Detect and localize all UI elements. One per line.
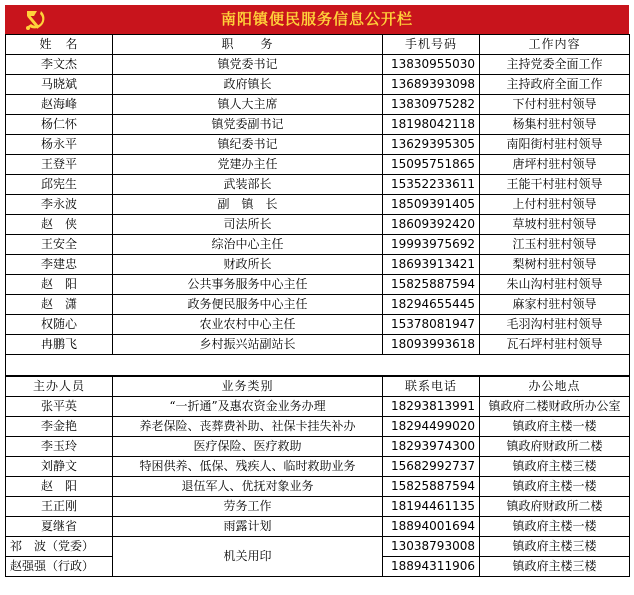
role-cell: 镇党委副书记	[113, 115, 383, 135]
table-row	[6, 457, 630, 477]
table-row	[6, 295, 630, 315]
table-row	[6, 215, 630, 235]
service-cell: 医疗保险、医疗救助	[113, 437, 383, 457]
phone-cell: 18293974300	[383, 437, 480, 457]
name-cell: 权随心	[6, 315, 113, 335]
spacer-row	[6, 355, 630, 376]
staff-cell: 张平英	[6, 397, 113, 417]
name-cell: 赵 潇	[6, 295, 113, 315]
service-cell: 养老保险、丧葬费补助、社保卡挂失补办	[113, 417, 383, 437]
table-row	[6, 315, 630, 335]
role-cell: 公共事务服务中心主任	[113, 275, 383, 295]
name-cell: 赵海峰	[6, 95, 113, 115]
name-cell: 李建忠	[6, 255, 113, 275]
phone-cell: 13689393098	[383, 75, 480, 95]
duty-cell: 江玉村驻村领导	[480, 235, 630, 255]
duty-cell: 唐坪村驻村领导	[480, 155, 630, 175]
role-cell: 镇纪委书记	[113, 135, 383, 155]
table-row	[6, 255, 630, 275]
name-cell: 杨永平	[6, 135, 113, 155]
officials-header-row	[6, 35, 630, 55]
phone-cell: 18509391405	[383, 195, 480, 215]
phone-cell: 15095751865	[383, 155, 480, 175]
office-cell: 镇政府主楼三楼	[480, 537, 630, 557]
service-cell: 机关用印	[113, 537, 383, 577]
services-table	[5, 376, 630, 577]
phone-cell: 18194461135	[383, 497, 480, 517]
phone-cell: 15825887594	[383, 275, 480, 295]
duty-cell: 上付村驻村领导	[480, 195, 630, 215]
office-cell: 镇政府主楼一楼	[480, 417, 630, 437]
duty-cell: 主持党委全面工作	[480, 55, 630, 75]
table-row	[6, 437, 630, 457]
table-row	[6, 275, 630, 295]
duty-cell: 下付村驻村领导	[480, 95, 630, 115]
table-row	[6, 417, 630, 437]
phone-cell: 15378081947	[383, 315, 480, 335]
services-header-row	[6, 377, 630, 397]
role-cell: 政务便民服务中心主任	[113, 295, 383, 315]
office-cell: 镇政府财政所二楼	[480, 437, 630, 457]
office-cell: 镇政府主楼一楼	[480, 517, 630, 537]
header-service-cell: 业务类别	[113, 377, 383, 397]
name-cell: 赵 阳	[6, 275, 113, 295]
office-cell: 镇政府主楼三楼	[480, 457, 630, 477]
phone-cell: 13038793008	[383, 537, 480, 557]
name-cell: 王登平	[6, 155, 113, 175]
spacer-cell	[6, 355, 630, 376]
service-cell: 雨露计划	[113, 517, 383, 537]
role-cell: 农业农村中心主任	[113, 315, 383, 335]
service-cell: 劳务工作	[113, 497, 383, 517]
table-row	[6, 517, 630, 537]
table-row	[6, 95, 630, 115]
office-cell: 镇政府财政所二楼	[480, 497, 630, 517]
name-cell: 王安全	[6, 235, 113, 255]
phone-cell: 15352233611	[383, 175, 480, 195]
office-cell: 镇政府主楼一楼	[480, 477, 630, 497]
name-cell: 杨仁怀	[6, 115, 113, 135]
role-cell: 财政所长	[113, 255, 383, 275]
duty-cell: 王能干村驻村领导	[480, 175, 630, 195]
phone-cell: 18293813991	[383, 397, 480, 417]
header-duty-cell: 工作内容	[480, 35, 630, 55]
phone-cell: 18894311906	[383, 557, 480, 577]
role-cell: 镇人大主席	[113, 95, 383, 115]
header-role-cell: 职 务	[113, 35, 383, 55]
role-cell: 副 镇 长	[113, 195, 383, 215]
role-cell: 乡村振兴站副站长	[113, 335, 383, 355]
staff-cell: 刘静文	[6, 457, 113, 477]
table-row	[6, 175, 630, 195]
header-staff-cell: 主办人员	[6, 377, 113, 397]
role-cell: 司法所长	[113, 215, 383, 235]
staff-cell: 李玉玲	[6, 437, 113, 457]
phone-cell: 18693913421	[383, 255, 480, 275]
staff-cell: 祁 波（党委）	[6, 537, 113, 557]
info-board	[5, 5, 629, 577]
staff-cell: 李金艳	[6, 417, 113, 437]
page-title: 南阳镇便民服务信息公开栏	[220, 10, 413, 28]
table-row	[6, 235, 630, 255]
role-cell: 镇党委书记	[113, 55, 383, 75]
service-cell: “一折通”及惠农资金业务办理	[113, 397, 383, 417]
phone-cell: 18609392420	[383, 215, 480, 235]
header-name-cell: 姓 名	[6, 35, 113, 55]
phone-cell: 18198042118	[383, 115, 480, 135]
office-cell: 镇政府二楼财政所办公室	[480, 397, 630, 417]
staff-cell: 赵 阳	[6, 477, 113, 497]
name-cell: 李永波	[6, 195, 113, 215]
duty-cell: 草坡村驻村领导	[480, 215, 630, 235]
table-row	[6, 195, 630, 215]
table-row	[6, 397, 630, 417]
phone-cell: 15682992737	[383, 457, 480, 477]
phone-cell: 18294655445	[383, 295, 480, 315]
table-row	[6, 537, 630, 557]
duty-cell: 毛羽沟村驻村领导	[480, 315, 630, 335]
name-cell: 赵 侠	[6, 215, 113, 235]
table-row	[6, 115, 630, 135]
role-cell: 政府镇长	[113, 75, 383, 95]
table-row	[6, 55, 630, 75]
duty-cell: 梨树村驻村领导	[480, 255, 630, 275]
duty-cell: 朱山沟村驻村领导	[480, 275, 630, 295]
duty-cell: 麻家村驻村领导	[480, 295, 630, 315]
duty-cell: 瓦石坪村驻村领导	[480, 335, 630, 355]
table-row	[6, 155, 630, 175]
name-cell: 李文杰	[6, 55, 113, 75]
phone-cell: 18093993618	[383, 335, 480, 355]
officials-table	[5, 34, 630, 376]
duty-cell: 主持政府全面工作	[480, 75, 630, 95]
banner	[5, 5, 629, 34]
table-row	[6, 497, 630, 517]
duty-cell: 南阳街村驻村领导	[480, 135, 630, 155]
phone-cell: 18294499020	[383, 417, 480, 437]
role-cell: 综治中心主任	[113, 235, 383, 255]
office-cell: 镇政府主楼三楼	[480, 557, 630, 577]
role-cell: 党建办主任	[113, 155, 383, 175]
name-cell: 冉鹏飞	[6, 335, 113, 355]
staff-cell: 夏继省	[6, 517, 113, 537]
header-office-cell: 办公地点	[480, 377, 630, 397]
phone-cell: 18894001694	[383, 517, 480, 537]
phone-cell: 19993975692	[383, 235, 480, 255]
role-cell: 武装部长	[113, 175, 383, 195]
staff-cell: 王正刚	[6, 497, 113, 517]
phone-cell: 13830975282	[383, 95, 480, 115]
table-row	[6, 135, 630, 155]
table-row	[6, 335, 630, 355]
name-cell: 邱宪生	[6, 175, 113, 195]
header-phone-cell: 联系电话	[383, 377, 480, 397]
service-cell: 特困供养、低保、残疾人、临时救助业务	[113, 457, 383, 477]
table-row	[6, 75, 630, 95]
phone-cell: 13830955030	[383, 55, 480, 75]
name-cell: 马晓斌	[6, 75, 113, 95]
staff-cell: 赵强强（行政）	[6, 557, 113, 577]
duty-cell: 杨集村驻村领导	[480, 115, 630, 135]
phone-cell: 15825887594	[383, 477, 480, 497]
service-cell: 退伍军人、优抚对象业务	[113, 477, 383, 497]
table-row	[6, 477, 630, 497]
header-phone-cell: 手机号码	[383, 35, 480, 55]
phone-cell: 13629395305	[383, 135, 480, 155]
